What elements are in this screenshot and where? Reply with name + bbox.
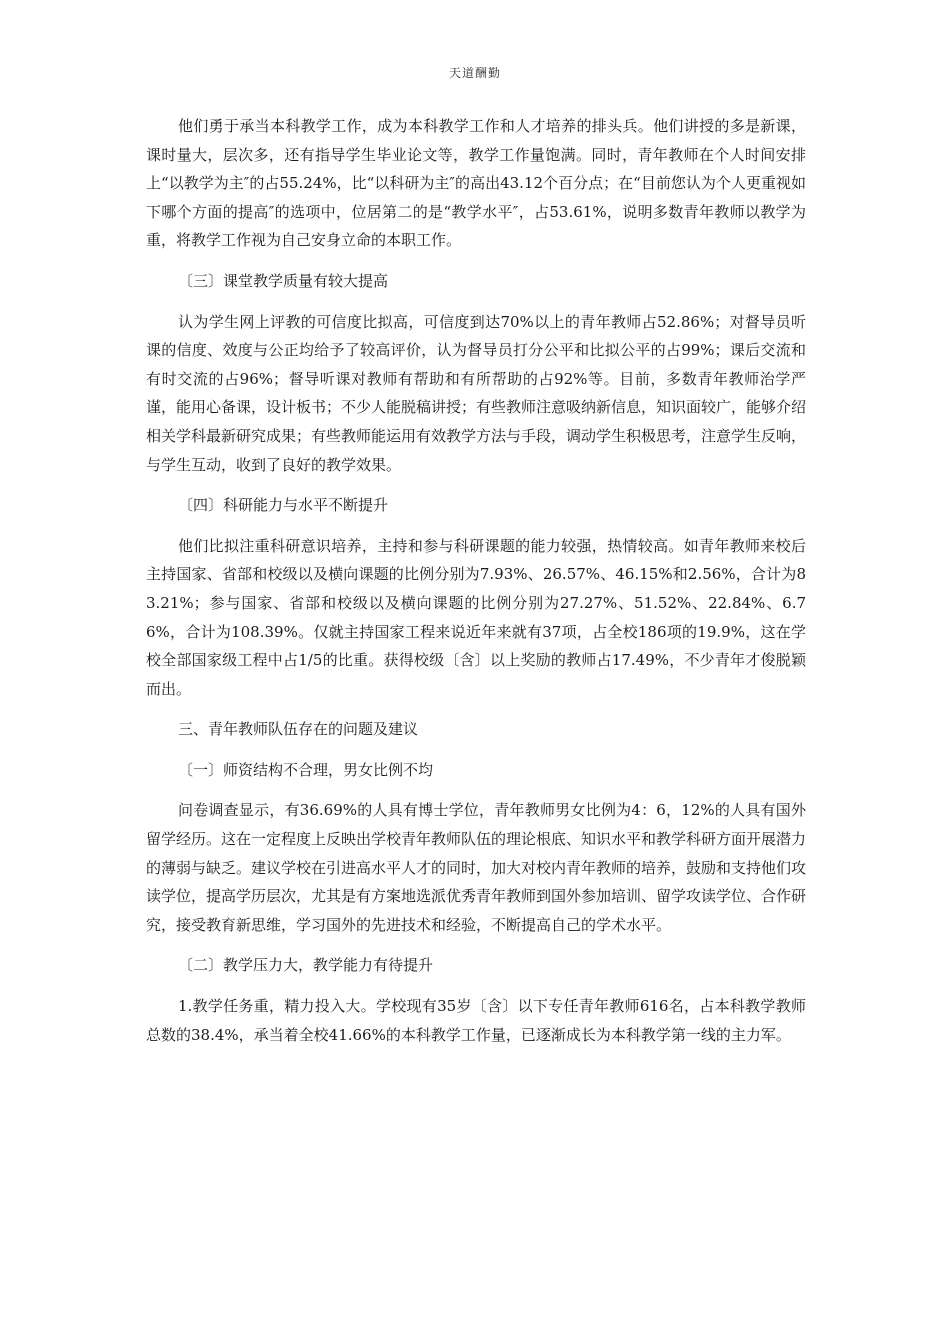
section-heading-problems: 三、青年教师队伍存在的问题及建议 (178, 720, 419, 739)
section-heading-teaching-pressure: 〔二〕教学压力大，教学能力有待提升 (178, 956, 434, 975)
section-heading-research-ability: 〔四〕科研能力与水平不断提升 (178, 496, 389, 515)
paragraph-teaching-pressure: 1.教学任务重，精力投入大。学校现有35岁〔含〕以下专任青年教师616名，占本科教学教师总数的38.4%，承当着全校41.66%的本科教学工作量，已逐渐成长为本科教学第一线的主力军。 (146, 997, 806, 1044)
page-header: 天道酬勤 (448, 66, 501, 80)
section-heading-classroom-quality: 〔三〕课堂教学质量有较大提高 (178, 271, 389, 290)
section-heading-structure: 〔一〕师资结构不合理，男女比例不均 (178, 760, 434, 779)
paragraph-structure: 问卷调查显示，有36.69%的人具有博士学位，青年教师男女比例为4：6，12%的人具有国外留学经历。这在一定程度上反映出学校青年教师队伍的理论根底、知识水平和教学科研方面开展潜力的薄弱与缺乏。建议学校在引进高水平人才的同时，加大对校内青年教师的培养，鼓励和支持他们攻读学位，提高学历层次，尤其是有方案地选派优秀青年教师到国外参加培训、留学攻读学位、合作研究，接受教育新思维，学习国外的先进技术和经验，不断提高自己的学术水平。 (146, 801, 807, 934)
document-body (146, 112, 806, 1061)
paragraph-teaching-workload: 他们勇于承当本科教学工作，成为本科教学工作和人才培养的排头兵。他们讲授的多是新课，课时量大，层次多，还有指导学生毕业论文等，教学工作量饱满。同时，青年教师在个人时间安排上“以教学为主″的占55.24%，比“以科研为主″的高出43.12个百分点；在“目前您认为个人更重视如下哪个方面的提高″的选项中，位居第二的是“教学水平″，占53.61%，说明多数青年教师以教学为重，将教学工作视为自己安身立命的本职工作。 (146, 117, 806, 250)
paragraph-classroom-quality: 认为学生网上评教的可信度比拟高，可信度到达70%以上的青年教师占52.86%；对督导员听课的信度、效度与公正均给予了较高评价，认为督导员打分公平和比拟公平的占99%；课后交流和有时交流的占96%；督导听课对教师有帮助和有所帮助的占92%等。目前，多数青年教师治学严谨，能用心备课，设计板书；不少人能脱稿讲授；有些教师注意吸纳新信息，知识面较广，能够介绍相关学科最新研究成果；有些教师能运用有效教学方法与手段，调动学生积极思考，注意学生反响，与学生互动，收到了良好的教学效果。 (146, 312, 807, 474)
paragraph-research-ability: 他们比拟注重科研意识培养，主持和参与科研课题的能力较强，热情较高。如青年教师来校后主持国家、省部和校级以及横向课题的比例分别为7.93%、26.57%、46.15%和2.56%，合计为83.21%；参与国家、省部和校级以及横向课题的比例分别为27.27%、51.52%、22.84%、6.76%，合计为108.39%。仅就主持国家工程来说近年来就有37项，占全校186项的19.9%，这在学校全部国家级工程中占1/5的比重。获得校级〔含〕以上奖励的教师占17.49%，不少青年才俊脱颖而出。 (146, 536, 806, 698)
